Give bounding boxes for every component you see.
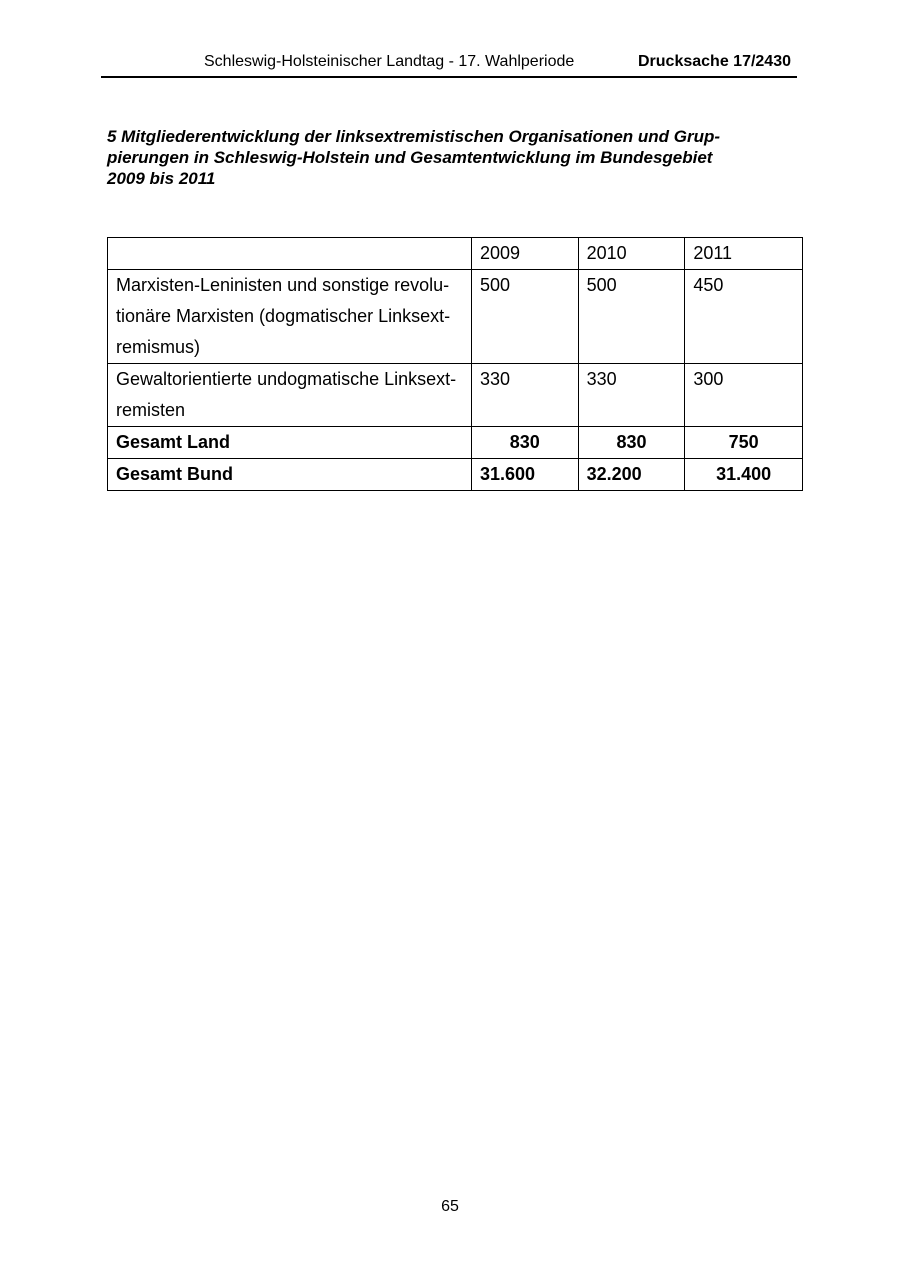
table-row (108, 364, 803, 427)
total-bund-value: 31.400 (685, 459, 803, 491)
year-header-cell: 2010 (578, 238, 685, 270)
section-heading-line: pierungen in Schleswig-Holstein und Gesamtentwicklung im Bundesgebiet (107, 148, 713, 167)
total-land-value: 750 (685, 427, 803, 459)
section-heading (107, 126, 787, 189)
page-header (101, 52, 797, 78)
total-bund-value: 31.600 (471, 459, 578, 491)
total-land-value: 830 (578, 427, 685, 459)
row-label-line: tionäre Marxisten (dogmatischer Linksext- (116, 306, 451, 326)
table-row (108, 270, 803, 364)
membership-table (107, 237, 803, 491)
row-label-line: remismus) (116, 337, 200, 357)
header-empty-cell (108, 238, 472, 270)
value-cell: 500 (578, 270, 685, 364)
value-cell: 330 (578, 364, 685, 427)
total-bund-label: Gesamt Bund (108, 459, 472, 491)
total-bund-row (108, 459, 803, 491)
row-label-line: Marxisten-Leninisten und sonstige revolu- (116, 275, 450, 295)
row-label-line: Gewaltorientierte undogmatische Linksext- (116, 369, 457, 389)
row-label-cell (108, 364, 472, 427)
total-land-value: 830 (471, 427, 578, 459)
year-header-cell: 2009 (471, 238, 578, 270)
value-cell: 500 (471, 270, 578, 364)
total-land-label: Gesamt Land (108, 427, 472, 459)
section-heading-line: 5 Mitgliederentwicklung der linksextremistischen Organisationen und Grup- (107, 127, 721, 146)
header-title: Schleswig-Holsteinischer Landtag - 17. Wahlperiode (204, 53, 575, 70)
row-label-cell (108, 270, 472, 364)
row-label-line: remisten (116, 400, 186, 420)
value-cell: 330 (471, 364, 578, 427)
total-land-row (108, 427, 803, 459)
year-header-cell: 2011 (685, 238, 803, 270)
value-cell: 450 (685, 270, 803, 364)
total-bund-value: 32.200 (578, 459, 685, 491)
value-cell: 300 (685, 364, 803, 427)
table-header-row (108, 238, 803, 270)
page-number: 65 (441, 1198, 459, 1215)
document-number: Drucksache 17/2430 (638, 53, 791, 70)
section-heading-line: 2009 bis 2011 (107, 169, 216, 188)
